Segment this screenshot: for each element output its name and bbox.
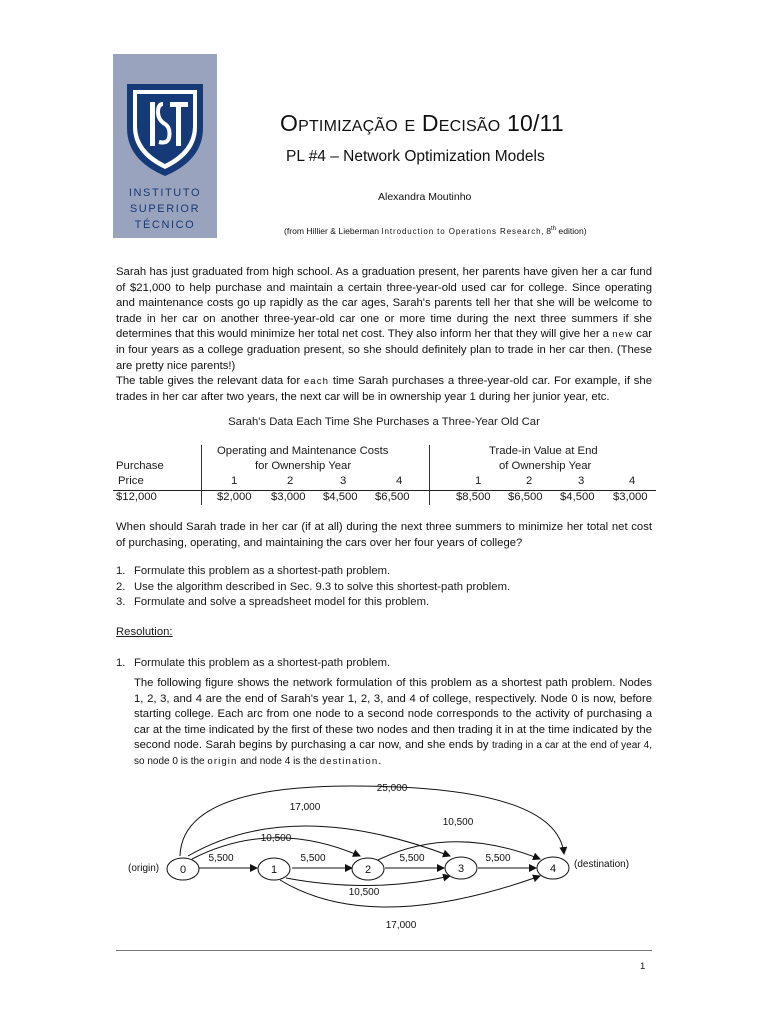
table-divider-left (201, 445, 202, 505)
arc-1-4 (280, 876, 540, 907)
arc-label-2-3: 5,500 (399, 853, 425, 864)
destination-word: destination (319, 755, 379, 767)
document-title: Optimização e Decisão 10/11 (280, 110, 564, 136)
author-name: Alexandra Moutinho (378, 191, 472, 203)
ist-logo (113, 54, 217, 238)
om-value-1: $2,000 (217, 491, 252, 503)
resolution-item-text: Formulate this problem as a shortest-path problem. (134, 657, 391, 669)
destination-label: (destination) (574, 859, 630, 870)
trade-value-1: $8,500 (456, 491, 491, 503)
resolution-list (116, 656, 656, 672)
logo-line-2: SUPERIOR (129, 203, 201, 215)
logo-line-1: INSTITUTO (128, 187, 202, 199)
arc-label-0-1: 5,500 (208, 853, 234, 864)
page-number: 1 (640, 961, 646, 972)
arc-label-0-3: 17,000 (289, 802, 321, 813)
resolution-item-number: 1. (116, 657, 126, 669)
trade-year-4: 4 (629, 475, 636, 487)
intro-p1-end: car in four years as a college graduation present, so she should definitely plan to trade in her car then. (These are pretty nice parents!) (116, 328, 652, 372)
task-text: Formulate this problem as a shortest-path problem. (134, 565, 391, 577)
source-citation (284, 226, 587, 236)
intro-paragraph (116, 265, 652, 405)
list-item (116, 656, 656, 672)
list-item (116, 580, 656, 596)
arc-label-3-4: 5,500 (485, 853, 511, 864)
task-number: 3. (116, 596, 126, 609)
origin-word: origin (207, 755, 238, 767)
shield-icon (125, 80, 205, 180)
trade-year-3: 3 (578, 475, 585, 487)
table-caption: Sarah's Data Each Time She Purchases a Three-Year Old Car (228, 416, 540, 428)
om-year-2: 2 (287, 475, 294, 487)
and-word: and node 4 is the (237, 755, 320, 767)
arc-label-0-4: 25,000 (376, 783, 408, 794)
source-sup: th (551, 226, 557, 233)
trade-header-line2: of Ownership Year (499, 460, 592, 472)
resolution-body (134, 676, 652, 770)
node-label-2: 2 (364, 864, 372, 876)
intro-p2-start: The table gives the relevant data for (116, 375, 304, 388)
resolution-body-text: The following figure shows the network formulation of this problem as a shortest path problem. Nodes 1, 2, 3, and 4 are the end of Sarah's year 1, 2, 3, and 4 of college, respectively. Node 0 is now, before starting college. Each arc from one node to a second node corresponds to the activity of purchasing a car at the time indicated by the first of these two nodes and then trading it in at the time indicated by the second node. Sarah begins by purchasing a car now, and she ends by (134, 677, 652, 752)
intro-p2-end: time Sarah purchases a three-year-old car. For example, if she trades in her car after two years, the next car will be in ownership year 1 during her junior year, etc. (116, 375, 652, 403)
list-item (116, 564, 656, 580)
source-suffix: edition) (556, 226, 587, 236)
period: . (378, 754, 382, 767)
task-text: Use the algorithm described in Sec. 9.3 to solve this shortest-path problem. (134, 580, 511, 593)
network-diagram (112, 776, 652, 936)
om-value-4: $6,500 (375, 491, 410, 503)
source-sep: , 8 (541, 226, 552, 236)
node-label-1: 1 (270, 864, 278, 876)
question-paragraph: When should Sarah trade in her car (if at all) during the next three summers to minimize her total net cost of purchasing, operating, and maintaining the cars over her four years of college? (116, 521, 652, 549)
trade-year-2: 2 (526, 475, 533, 487)
om-value-2: $3,000 (271, 491, 306, 503)
trade-year-1: 1 (475, 475, 482, 487)
trade-value-4: $3,000 (613, 491, 648, 503)
intro-p2-emphasis: each (303, 376, 330, 388)
list-item (116, 595, 656, 611)
trade-header-line1: Trade-in Value at End (489, 445, 598, 457)
resolution-body-small: trading in a car at the end of year 4, so node 0 is the (134, 740, 652, 767)
source-book: Introduction to Operations Research (381, 227, 542, 236)
origin-label: (origin) (128, 863, 160, 874)
purchase-header: Purchase (116, 460, 164, 472)
resolution-heading: Resolution: (116, 626, 173, 638)
task-text: Formulate and solve a spreadsheet model for this problem. (134, 596, 430, 609)
arc-0-4 (180, 786, 564, 856)
price-value: $12,000 (116, 491, 157, 503)
om-header-line2: for Ownership Year (255, 460, 352, 472)
trade-value-2: $6,500 (508, 491, 543, 503)
footer-divider (116, 950, 652, 951)
task-number: 1. (116, 565, 126, 577)
arc-0-3 (188, 826, 450, 856)
table-divider-right (429, 445, 430, 505)
node-label-3: 3 (457, 863, 465, 875)
arc-label-0-2: 10,500 (260, 833, 292, 844)
intro-p1: Sarah has just graduated from high school. As a graduation present, her parents have given her a car fund of $21,000 to help purchase and maintain a certain three-year-old used car for college. Since operating and maintenance costs go up rapidly as the car ages, Sarah's parents tell her that she will be welcome to trade in her car on another three-year-old car one or more time during the next three summers if she determines that this would minimize her total net cost. They also inform her that they will give her a (116, 266, 652, 341)
om-year-4: 4 (396, 475, 403, 487)
arc-label-2-4: 10,500 (442, 817, 474, 828)
om-year-3: 3 (340, 475, 347, 487)
price-header: Price (118, 475, 144, 487)
om-year-1: 1 (231, 475, 238, 487)
document-subtitle: PL #4 – Network Optimization Models (286, 148, 545, 165)
arc-label-1-4: 17,000 (385, 920, 417, 931)
trade-value-3: $4,500 (560, 491, 595, 503)
task-number: 2. (116, 580, 126, 593)
intro-p1-emphasis: new (612, 329, 634, 341)
om-header-line1: Operating and Maintenance Costs (217, 445, 389, 457)
task-list (116, 564, 656, 611)
node-label-4: 4 (549, 863, 557, 875)
logo-line-3: TÉCNICO (134, 219, 196, 231)
arc-label-1-2: 5,500 (300, 853, 326, 864)
om-value-3: $4,500 (323, 491, 358, 503)
node-label-0: 0 (179, 864, 187, 876)
source-prefix: (from Hillier & Lieberman (284, 226, 382, 236)
arc-label-1-3: 10,500 (348, 887, 380, 898)
